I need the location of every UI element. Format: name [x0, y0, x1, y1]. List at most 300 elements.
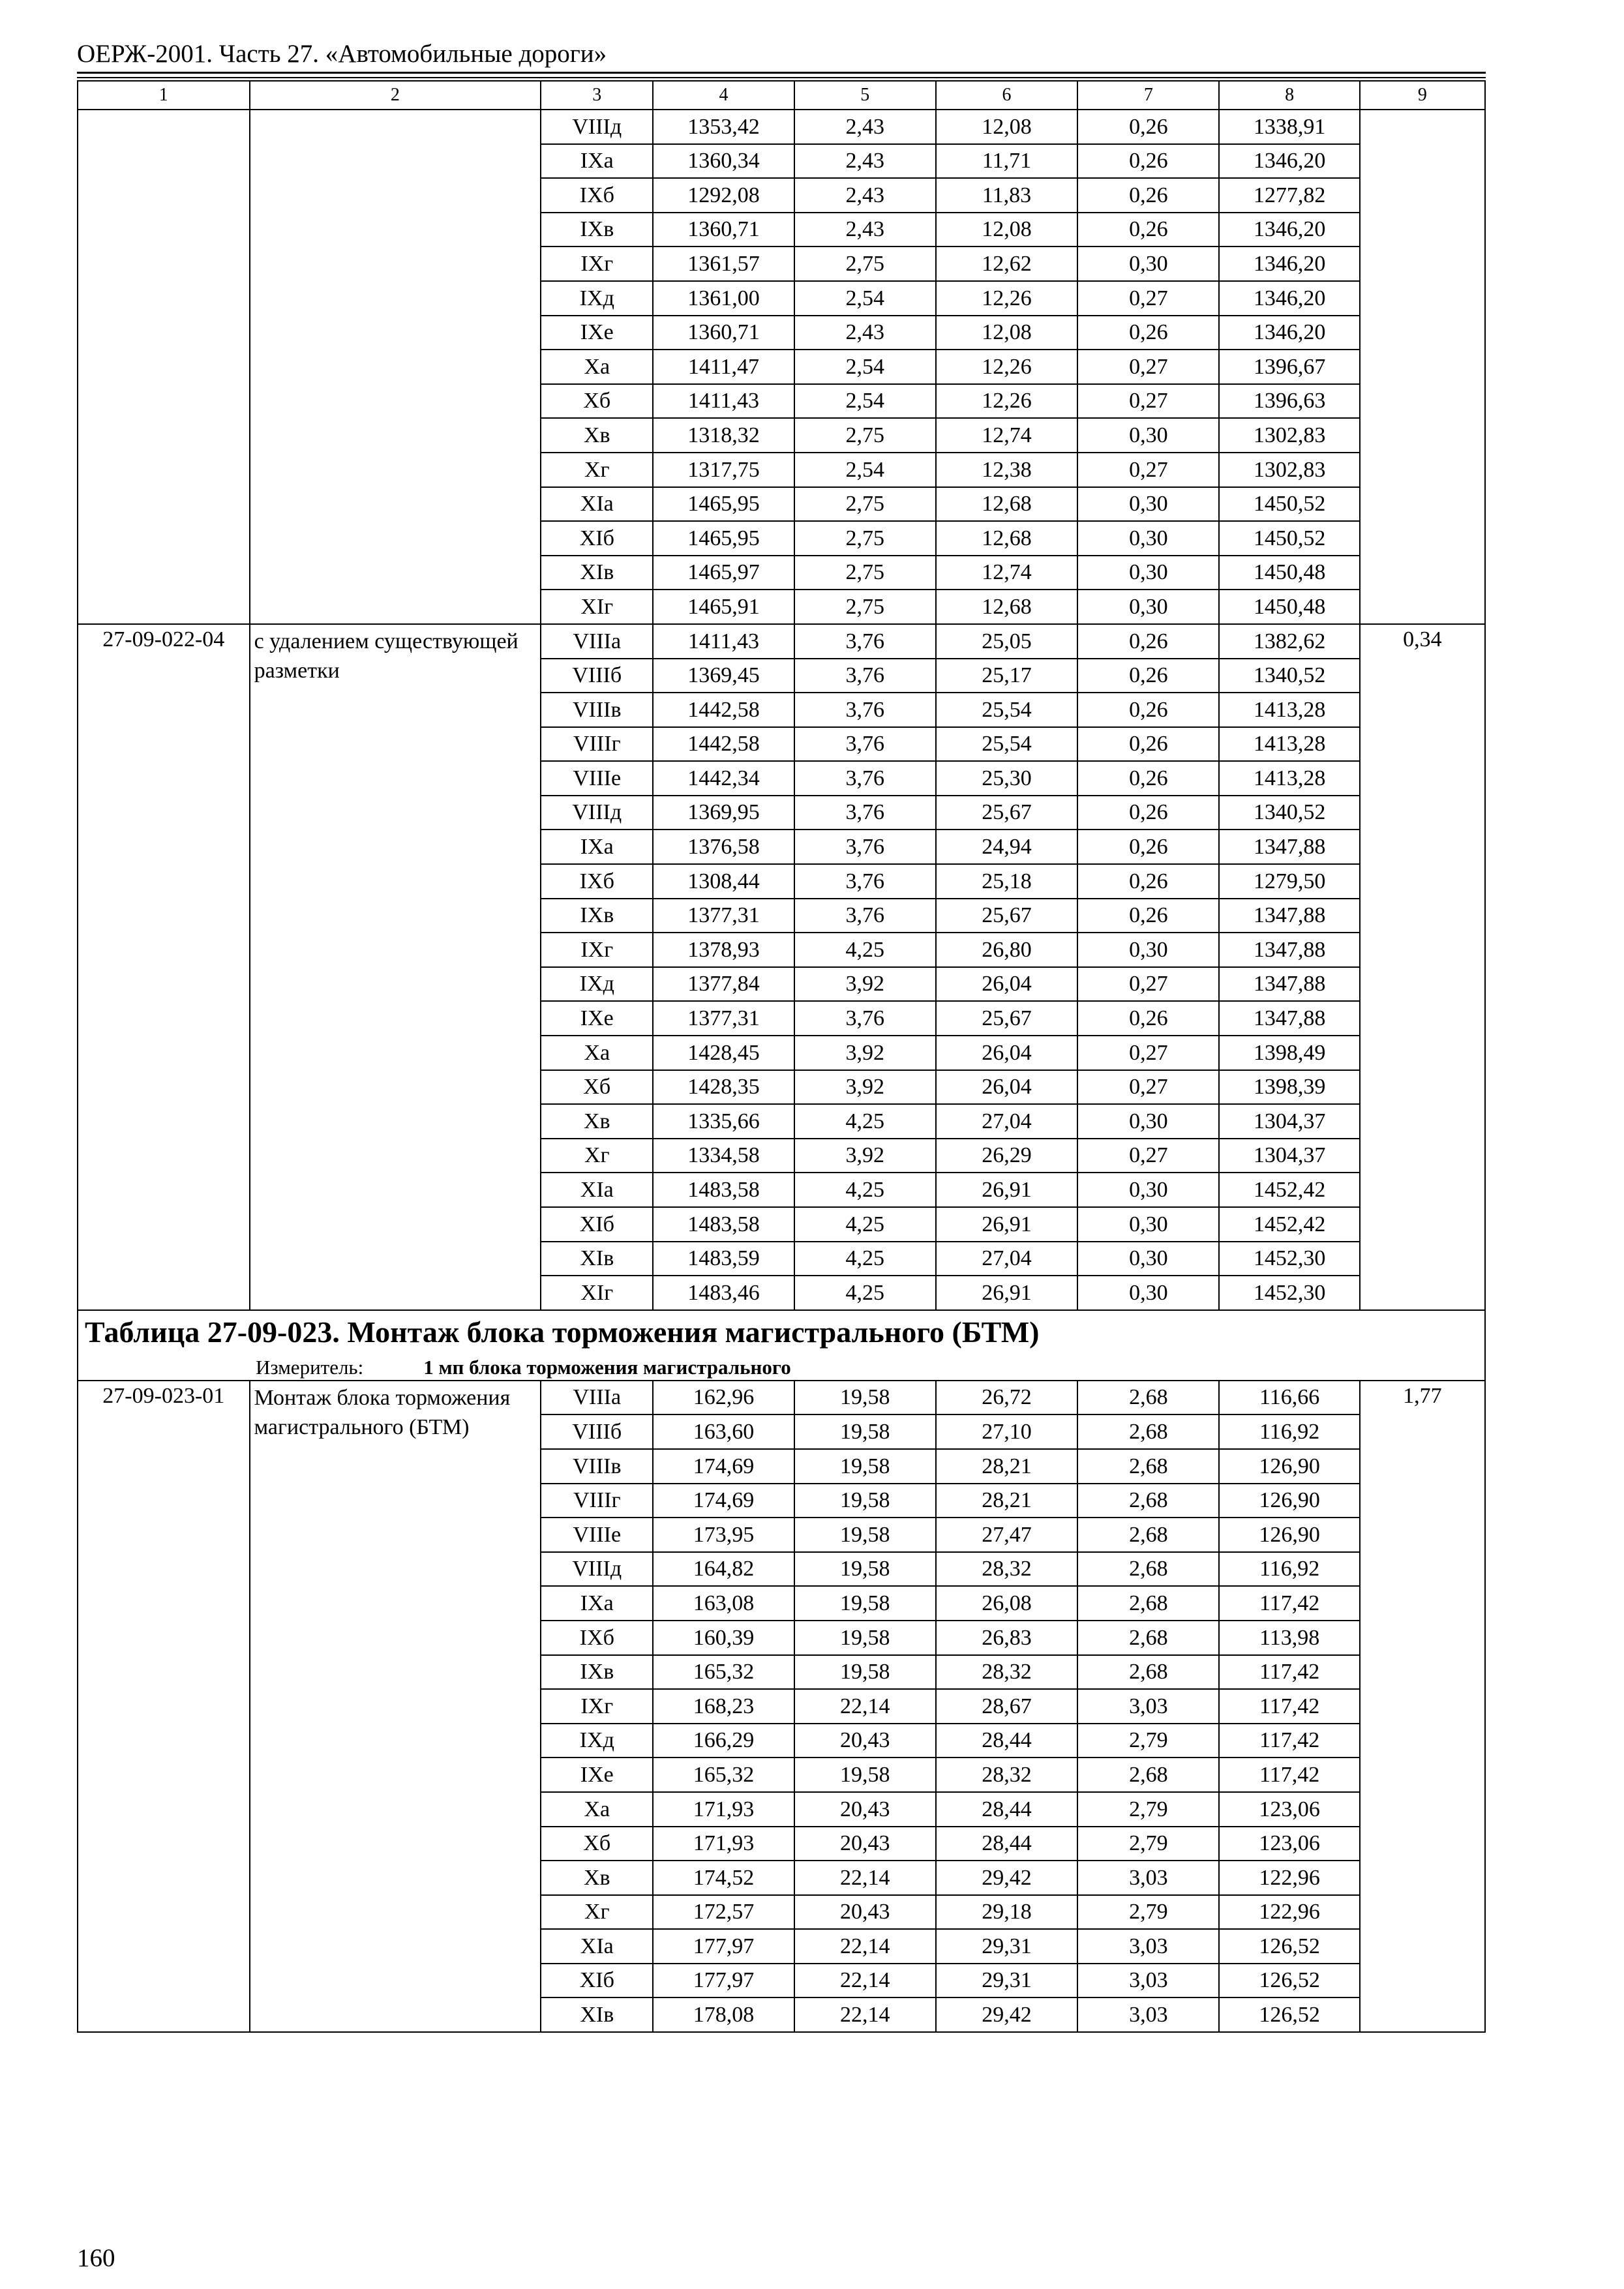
- value-cell: 126,52: [1219, 1929, 1359, 1964]
- value-cell: 1360,34: [653, 144, 794, 179]
- value-cell: 26,08: [936, 1586, 1077, 1621]
- value-cell: 1411,47: [653, 350, 794, 384]
- value-cell: 174,69: [653, 1484, 794, 1518]
- value-cell: 1347,88: [1219, 967, 1359, 1002]
- value-cell: 0,26: [1077, 110, 1219, 144]
- zone-cell: VIIIa: [541, 624, 653, 659]
- value-cell: 19,58: [794, 1414, 936, 1449]
- value-cell: 1465,95: [653, 487, 794, 522]
- value-cell: 1347,88: [1219, 899, 1359, 933]
- value-cell: 126,90: [1219, 1484, 1359, 1518]
- value-cell: 3,92: [794, 1139, 936, 1173]
- value-cell: 1442,34: [653, 761, 794, 796]
- table-body: [78, 81, 1485, 2032]
- value-cell: 12,62: [936, 247, 1077, 281]
- zone-cell: VIIIд: [541, 110, 653, 144]
- zone-cell: IXг: [541, 933, 653, 967]
- value-cell: 2,75: [794, 418, 936, 453]
- header-rule-thin: [77, 77, 1486, 78]
- value-cell: 27,04: [936, 1104, 1077, 1139]
- value-cell: 3,92: [794, 1036, 936, 1070]
- unit-row: [78, 1355, 1485, 1381]
- value-cell: 1334,58: [653, 1139, 794, 1173]
- value-cell: 1279,50: [1219, 864, 1359, 899]
- value-cell: 1428,35: [653, 1070, 794, 1105]
- value-cell: 0,30: [1077, 487, 1219, 522]
- table-row: [78, 110, 1485, 144]
- table-title-row: [78, 1310, 1485, 1355]
- zone-cell: VIIIг: [541, 727, 653, 762]
- value-cell: 2,68: [1077, 1518, 1219, 1552]
- value-cell: 3,76: [794, 693, 936, 727]
- value-cell: 1483,58: [653, 1173, 794, 1207]
- value-cell: 3,76: [794, 761, 936, 796]
- value-cell: 0,26: [1077, 624, 1219, 659]
- value-cell: 19,58: [794, 1484, 936, 1518]
- value-cell: 1304,37: [1219, 1139, 1359, 1173]
- value-cell: 173,95: [653, 1518, 794, 1552]
- value-cell: 1347,88: [1219, 933, 1359, 967]
- value-cell: 1353,42: [653, 110, 794, 144]
- zone-cell: VIIIa: [541, 1381, 653, 1415]
- value-cell: 2,75: [794, 487, 936, 522]
- value-cell: 126,52: [1219, 1997, 1359, 2032]
- value-cell: 1465,97: [653, 556, 794, 590]
- value-cell: 163,60: [653, 1414, 794, 1449]
- zone-cell: VIIIe: [541, 1518, 653, 1552]
- value-cell: 123,06: [1219, 1827, 1359, 1861]
- zone-cell: Xг: [541, 453, 653, 487]
- value-cell: 2,43: [794, 144, 936, 179]
- value-cell: 2,75: [794, 521, 936, 556]
- value-cell: 117,42: [1219, 1586, 1359, 1621]
- value-cell: 162,96: [653, 1381, 794, 1415]
- value-cell: 1378,93: [653, 933, 794, 967]
- value-cell: 1318,32: [653, 418, 794, 453]
- value-cell: 1382,62: [1219, 624, 1359, 659]
- value-cell: 1292,08: [653, 178, 794, 213]
- column-number: 9: [1360, 81, 1485, 110]
- value-cell: 1396,67: [1219, 350, 1359, 384]
- value-cell: 0,30: [1077, 556, 1219, 590]
- value-cell: 26,80: [936, 933, 1077, 967]
- value-cell: 19,58: [794, 1621, 936, 1655]
- zone-cell: XIa: [541, 487, 653, 522]
- value-cell: 26,91: [936, 1207, 1077, 1242]
- zone-cell: VIIIв: [541, 693, 653, 727]
- col9-value: [1360, 110, 1485, 624]
- value-cell: 26,04: [936, 1070, 1077, 1105]
- value-cell: 0,27: [1077, 453, 1219, 487]
- zone-cell: XIв: [541, 556, 653, 590]
- value-cell: 20,43: [794, 1792, 936, 1827]
- value-cell: 19,58: [794, 1449, 936, 1484]
- value-cell: 2,68: [1077, 1586, 1219, 1621]
- value-cell: 174,69: [653, 1449, 794, 1484]
- value-cell: 2,68: [1077, 1414, 1219, 1449]
- zone-cell: XIг: [541, 1276, 653, 1310]
- value-cell: 3,03: [1077, 1997, 1219, 2032]
- value-cell: 2,68: [1077, 1621, 1219, 1655]
- value-cell: 2,54: [794, 384, 936, 419]
- value-cell: 1450,48: [1219, 556, 1359, 590]
- value-cell: 117,42: [1219, 1758, 1359, 1792]
- col9-value: 1,77: [1360, 1381, 1485, 2032]
- value-cell: 22,14: [794, 1964, 936, 1998]
- value-cell: 20,43: [794, 1895, 936, 1930]
- value-cell: 2,43: [794, 213, 936, 247]
- value-cell: 2,68: [1077, 1758, 1219, 1792]
- value-cell: 1483,58: [653, 1207, 794, 1242]
- value-cell: 1302,83: [1219, 418, 1359, 453]
- value-cell: 0,26: [1077, 316, 1219, 350]
- value-cell: 3,76: [794, 796, 936, 830]
- value-cell: 0,26: [1077, 144, 1219, 179]
- value-cell: 28,32: [936, 1655, 1077, 1690]
- rate-code: 27-09-023-01: [78, 1381, 250, 2032]
- value-cell: 19,58: [794, 1381, 936, 1415]
- value-cell: 178,08: [653, 1997, 794, 2032]
- value-cell: 1377,84: [653, 967, 794, 1002]
- value-cell: 25,67: [936, 899, 1077, 933]
- value-cell: 29,18: [936, 1895, 1077, 1930]
- value-cell: 1338,91: [1219, 110, 1359, 144]
- zone-cell: IXe: [541, 1758, 653, 1792]
- value-cell: 25,54: [936, 693, 1077, 727]
- table-title: Таблица 27-09-023. Монтаж блока торможения магистрального (БТМ): [78, 1310, 1485, 1355]
- value-cell: 1340,52: [1219, 796, 1359, 830]
- value-cell: 2,43: [794, 178, 936, 213]
- value-cell: 1369,95: [653, 796, 794, 830]
- value-cell: 0,27: [1077, 1070, 1219, 1105]
- value-cell: 28,44: [936, 1827, 1077, 1861]
- value-cell: 28,67: [936, 1689, 1077, 1724]
- zone-cell: XIв: [541, 1997, 653, 2032]
- value-cell: 116,92: [1219, 1414, 1359, 1449]
- value-cell: 2,75: [794, 556, 936, 590]
- value-cell: 1442,58: [653, 693, 794, 727]
- value-cell: 1346,20: [1219, 316, 1359, 350]
- value-cell: 12,08: [936, 316, 1077, 350]
- value-cell: 4,25: [794, 1276, 936, 1310]
- value-cell: 171,93: [653, 1827, 794, 1861]
- value-cell: 1428,45: [653, 1036, 794, 1070]
- page-header: ОЕРЖ-2001. Часть 27. «Автомобильные дороги»: [77, 40, 607, 68]
- value-cell: 12,26: [936, 384, 1077, 419]
- value-cell: 28,32: [936, 1758, 1077, 1792]
- value-cell: 1346,20: [1219, 144, 1359, 179]
- value-cell: 1346,20: [1219, 213, 1359, 247]
- value-cell: 3,76: [794, 899, 936, 933]
- value-cell: 1413,28: [1219, 727, 1359, 762]
- value-cell: 29,31: [936, 1929, 1077, 1964]
- value-cell: 3,92: [794, 967, 936, 1002]
- value-cell: 11,71: [936, 144, 1077, 179]
- zone-cell: XIб: [541, 1964, 653, 1998]
- page-number: 160: [77, 2244, 115, 2272]
- zone-cell: Xг: [541, 1895, 653, 1930]
- value-cell: 123,06: [1219, 1792, 1359, 1827]
- value-cell: 117,42: [1219, 1724, 1359, 1758]
- value-cell: 2,43: [794, 316, 936, 350]
- value-cell: 0,27: [1077, 1036, 1219, 1070]
- value-cell: 2,75: [794, 247, 936, 281]
- value-cell: 25,05: [936, 624, 1077, 659]
- value-cell: 1302,83: [1219, 453, 1359, 487]
- value-cell: 2,79: [1077, 1724, 1219, 1758]
- value-cell: 2,68: [1077, 1449, 1219, 1484]
- value-cell: 1361,57: [653, 247, 794, 281]
- value-cell: 26,91: [936, 1276, 1077, 1310]
- value-cell: 1452,42: [1219, 1173, 1359, 1207]
- value-cell: 22,14: [794, 1689, 936, 1724]
- value-cell: 2,75: [794, 590, 936, 624]
- value-cell: 26,04: [936, 967, 1077, 1002]
- value-cell: 1360,71: [653, 316, 794, 350]
- zone-cell: IXб: [541, 1621, 653, 1655]
- value-cell: 4,25: [794, 1173, 936, 1207]
- value-cell: 1277,82: [1219, 178, 1359, 213]
- value-cell: 2,79: [1077, 1895, 1219, 1930]
- zone-cell: Xв: [541, 418, 653, 453]
- value-cell: 1317,75: [653, 453, 794, 487]
- value-cell: 126,90: [1219, 1518, 1359, 1552]
- value-cell: 4,25: [794, 1207, 936, 1242]
- value-cell: 1465,95: [653, 521, 794, 556]
- value-cell: 1413,28: [1219, 693, 1359, 727]
- zone-cell: Xa: [541, 1036, 653, 1070]
- rate-code: [78, 110, 250, 624]
- value-cell: 3,03: [1077, 1929, 1219, 1964]
- zone-cell: XIa: [541, 1929, 653, 1964]
- value-cell: 165,32: [653, 1655, 794, 1690]
- value-cell: 1452,30: [1219, 1276, 1359, 1310]
- value-cell: 0,26: [1077, 693, 1219, 727]
- zone-cell: VIIIд: [541, 1552, 653, 1587]
- column-number: 7: [1077, 81, 1219, 110]
- value-cell: 174,52: [653, 1861, 794, 1895]
- zone-cell: IXг: [541, 1689, 653, 1724]
- value-cell: 1361,00: [653, 281, 794, 316]
- value-cell: 19,58: [794, 1552, 936, 1587]
- value-cell: 1411,43: [653, 624, 794, 659]
- value-cell: 12,68: [936, 487, 1077, 522]
- value-cell: 3,76: [794, 830, 936, 864]
- value-cell: 4,25: [794, 1242, 936, 1276]
- zone-cell: Xб: [541, 1070, 653, 1105]
- value-cell: 0,30: [1077, 590, 1219, 624]
- value-cell: 117,42: [1219, 1689, 1359, 1724]
- zone-cell: IXг: [541, 247, 653, 281]
- value-cell: 26,91: [936, 1173, 1077, 1207]
- value-cell: 25,30: [936, 761, 1077, 796]
- zone-cell: IXe: [541, 316, 653, 350]
- value-cell: 1377,31: [653, 1001, 794, 1036]
- value-cell: 12,68: [936, 590, 1077, 624]
- value-cell: 0,30: [1077, 1207, 1219, 1242]
- zone-cell: VIIIг: [541, 1484, 653, 1518]
- value-cell: 1376,58: [653, 830, 794, 864]
- value-cell: 11,83: [936, 178, 1077, 213]
- value-cell: 26,83: [936, 1621, 1077, 1655]
- value-cell: 116,92: [1219, 1552, 1359, 1587]
- zone-cell: Xa: [541, 1792, 653, 1827]
- zone-cell: Xг: [541, 1139, 653, 1173]
- zone-cell: IXд: [541, 967, 653, 1002]
- value-cell: 3,76: [794, 1001, 936, 1036]
- table-row: [78, 624, 1485, 659]
- value-cell: 0,27: [1077, 350, 1219, 384]
- value-cell: 0,30: [1077, 933, 1219, 967]
- value-cell: 2,79: [1077, 1792, 1219, 1827]
- value-cell: 1347,88: [1219, 830, 1359, 864]
- header-rule: [77, 72, 1486, 74]
- value-cell: 1340,52: [1219, 659, 1359, 693]
- zone-cell: XIг: [541, 590, 653, 624]
- unit-label: Измеритель:: [256, 1355, 364, 1379]
- value-cell: 25,17: [936, 659, 1077, 693]
- zone-cell: XIб: [541, 1207, 653, 1242]
- column-number: 1: [78, 81, 250, 110]
- value-cell: 0,27: [1077, 1139, 1219, 1173]
- value-cell: 0,26: [1077, 178, 1219, 213]
- value-cell: 24,94: [936, 830, 1077, 864]
- value-cell: 164,82: [653, 1552, 794, 1587]
- value-cell: 19,58: [794, 1586, 936, 1621]
- value-cell: 1304,37: [1219, 1104, 1359, 1139]
- zone-cell: IXв: [541, 213, 653, 247]
- value-cell: 1347,88: [1219, 1001, 1359, 1036]
- value-cell: 19,58: [794, 1655, 936, 1690]
- value-cell: 1346,20: [1219, 281, 1359, 316]
- value-cell: 1398,39: [1219, 1070, 1359, 1105]
- value-cell: 0,26: [1077, 659, 1219, 693]
- value-cell: 1411,43: [653, 384, 794, 419]
- value-cell: 3,03: [1077, 1689, 1219, 1724]
- zone-cell: IXa: [541, 1586, 653, 1621]
- value-cell: 168,23: [653, 1689, 794, 1724]
- value-cell: 29,42: [936, 1861, 1077, 1895]
- value-cell: 27,10: [936, 1414, 1077, 1449]
- value-cell: 4,25: [794, 1104, 936, 1139]
- value-cell: 1452,42: [1219, 1207, 1359, 1242]
- value-cell: 20,43: [794, 1724, 936, 1758]
- value-cell: 12,68: [936, 521, 1077, 556]
- value-cell: 171,93: [653, 1792, 794, 1827]
- rate-name: Монтаж блока торможения магистрального (БТМ): [250, 1381, 541, 2032]
- table-row: [78, 1381, 1485, 1415]
- value-cell: 28,21: [936, 1449, 1077, 1484]
- value-cell: 1308,44: [653, 864, 794, 899]
- value-cell: 2,68: [1077, 1552, 1219, 1587]
- column-number-row: [78, 81, 1485, 110]
- value-cell: 0,30: [1077, 1104, 1219, 1139]
- unit-value: 1 мп блока торможения магистрального: [423, 1355, 791, 1379]
- value-cell: 26,29: [936, 1139, 1077, 1173]
- value-cell: 1450,52: [1219, 521, 1359, 556]
- zone-cell: IXб: [541, 178, 653, 213]
- value-cell: 177,97: [653, 1929, 794, 1964]
- value-cell: 0,26: [1077, 796, 1219, 830]
- value-cell: 172,57: [653, 1895, 794, 1930]
- value-cell: 122,96: [1219, 1861, 1359, 1895]
- value-cell: 3,92: [794, 1070, 936, 1105]
- value-cell: 1398,49: [1219, 1036, 1359, 1070]
- value-cell: 165,32: [653, 1758, 794, 1792]
- value-cell: 25,54: [936, 727, 1077, 762]
- value-cell: 1465,91: [653, 590, 794, 624]
- value-cell: 0,26: [1077, 727, 1219, 762]
- rates-table: [77, 80, 1486, 2033]
- zone-cell: IXб: [541, 864, 653, 899]
- value-cell: 26,04: [936, 1036, 1077, 1070]
- value-cell: 1413,28: [1219, 761, 1359, 796]
- column-number: 2: [250, 81, 541, 110]
- zone-cell: IXв: [541, 1655, 653, 1690]
- value-cell: 0,26: [1077, 1001, 1219, 1036]
- value-cell: 4,25: [794, 933, 936, 967]
- zone-cell: XIв: [541, 1242, 653, 1276]
- value-cell: 2,79: [1077, 1827, 1219, 1861]
- column-number: 6: [936, 81, 1077, 110]
- value-cell: 0,30: [1077, 247, 1219, 281]
- zone-cell: Xв: [541, 1104, 653, 1139]
- value-cell: 29,42: [936, 1997, 1077, 2032]
- value-cell: 0,30: [1077, 1276, 1219, 1310]
- value-cell: 160,39: [653, 1621, 794, 1655]
- value-cell: 25,67: [936, 1001, 1077, 1036]
- zone-cell: VIIIб: [541, 1414, 653, 1449]
- column-number: 3: [541, 81, 653, 110]
- value-cell: 0,26: [1077, 899, 1219, 933]
- value-cell: 28,32: [936, 1552, 1077, 1587]
- value-cell: 12,08: [936, 110, 1077, 144]
- value-cell: 12,26: [936, 350, 1077, 384]
- value-cell: 27,47: [936, 1518, 1077, 1552]
- zone-cell: Xб: [541, 384, 653, 419]
- value-cell: 126,90: [1219, 1449, 1359, 1484]
- value-cell: 1450,52: [1219, 487, 1359, 522]
- value-cell: 1360,71: [653, 213, 794, 247]
- zone-cell: VIIIe: [541, 761, 653, 796]
- value-cell: 25,67: [936, 796, 1077, 830]
- value-cell: 2,43: [794, 110, 936, 144]
- value-cell: 12,74: [936, 418, 1077, 453]
- value-cell: 3,76: [794, 864, 936, 899]
- zone-cell: IXв: [541, 899, 653, 933]
- zone-cell: Xa: [541, 350, 653, 384]
- value-cell: 0,26: [1077, 761, 1219, 796]
- value-cell: 0,27: [1077, 384, 1219, 419]
- zone-cell: IXa: [541, 144, 653, 179]
- value-cell: 22,14: [794, 1929, 936, 1964]
- column-number: 5: [794, 81, 936, 110]
- value-cell: 0,26: [1077, 213, 1219, 247]
- zone-cell: IXa: [541, 830, 653, 864]
- value-cell: 2,68: [1077, 1381, 1219, 1415]
- value-cell: 22,14: [794, 1861, 936, 1895]
- rate-name: с удалением существующей разметки: [250, 624, 541, 1310]
- value-cell: 1442,58: [653, 727, 794, 762]
- value-cell: 0,30: [1077, 418, 1219, 453]
- value-cell: 2,54: [794, 281, 936, 316]
- zone-cell: VIIIд: [541, 796, 653, 830]
- value-cell: 25,18: [936, 864, 1077, 899]
- value-cell: 3,76: [794, 659, 936, 693]
- zone-cell: XIa: [541, 1173, 653, 1207]
- value-cell: 1346,20: [1219, 247, 1359, 281]
- value-cell: 20,43: [794, 1827, 936, 1861]
